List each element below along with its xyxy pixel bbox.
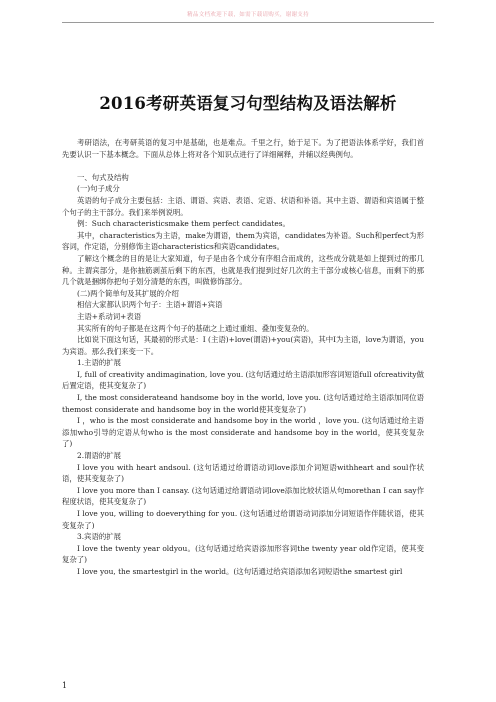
paragraph: 了解这个概念的目的是让大家知道，句子是由各个成分有序组合而成的，这些成分就是如上提到过的那几种。主谓宾部分，是你抽筋剥茧后剩下的东西，也就是我们提到过好几次的主干部分或核心信息，而剩下的那几个就是捆绑你把句子划分清楚的东西，叫做修饰部分。 [62,253,424,287]
example-paragraph: I, full of creativity andimagination, love you. (这句话通过给主语添加形容词短语full ofcreativity做后置定语，使其变复杂了) [62,369,424,391]
list-heading: 2.谓语的扩展 [77,451,122,461]
example-sentence: 例：Such characteristicsmake them perfect candidates。 [77,219,290,229]
example-paragraph: I love you, the smartestgirl in the world。(这句话通过给宾语添加名词短语the smartest girl [77,566,403,576]
header-rule [62,22,434,23]
example-paragraph: I love you, willing to doeverything for you. (这句话通过给谓语动词添加分词短语作伴随状语，使其变复杂了) [62,509,424,530]
example-paragraph: I love you more than I cansay. (这句话通过给谓语动词love添加比较状语从句morethan I can say作程度状语，使其变复杂了) [62,485,424,507]
paragraph: 相信大家都认识两个句子：主语+谓语+宾语 [77,300,223,310]
document-body [62,137,424,578]
paragraph: 其中，characteristics为主语，make为谓语，them为宾语，candidates为补语。Such和perfect为形容词，作定语，分别修饰主语characteristics和宾语candidates。 [62,230,424,252]
paragraph: 其实所有的句子都是在这两个句子的基础之上通过重组、叠加变复杂的。 [77,323,314,333]
example-paragraph: I, the most considerateand handsome boy in the world, love you. (这句话通过给主语添加同位语themost considerate and handsome boy in the world使其变复杂了) [62,393,424,414]
paragraph-intro: 考研语法，在考研英语的复习中是基础，也是难点。千里之行，始于足下。为了把语法体系学好，我们首先要认识一下基本概念。下面从总体上将对各个知识点进行了详细阐释，并辅以经典例句。 [62,138,424,159]
page-number: 1 [62,681,68,690]
paragraph: 主语+系动词+表语 [77,311,142,321]
subsection-heading: (二)两个简单句及其扩展的介绍 [77,288,179,298]
list-heading: 1.主语的扩展 [77,358,122,368]
paragraph: 英语的句子成分主要包括：主语、谓语、宾语、表语、定语、状语和补语。其中主语、谓语和宾语属于整个句子的主干部分。我们来举例说明。 [62,195,424,217]
list-heading: 3.宾语的扩展 [77,532,122,542]
section-heading: 一、句式及结构 [77,172,129,182]
example-paragraph: I ，who is the most considerate and handsome boy in the world ，love you. (这句话通过给主语添加who引导的定语从句who is the most considerate and handsome boy in the world，使其变复杂了) [62,416,424,449]
subsection-heading: (一)句子成分 [77,184,120,194]
example-paragraph: I love the twenty year oldyou。(这句话通过给宾语添加形容词the twenty year old作定语，使其变复杂了) [62,543,424,565]
paragraph: 比如说下面这句话，其最初的形式是：I (主语)+love(谓语)+you(宾语)，其中I为主语，love为谓语，you为宾语。那么我们来变一下。 [62,335,424,356]
document-title: 2016考研英语复习句型结构及语法解析 [99,94,397,113]
example-paragraph: I love you with heart andsoul. (这句话通过给谓语动词love添加介词短语withheart and soul作状语，使其变复杂了) [62,462,424,484]
header-watermark: 精品文档欢迎下载，如需下载请购买，谢谢支持 [187,12,309,18]
